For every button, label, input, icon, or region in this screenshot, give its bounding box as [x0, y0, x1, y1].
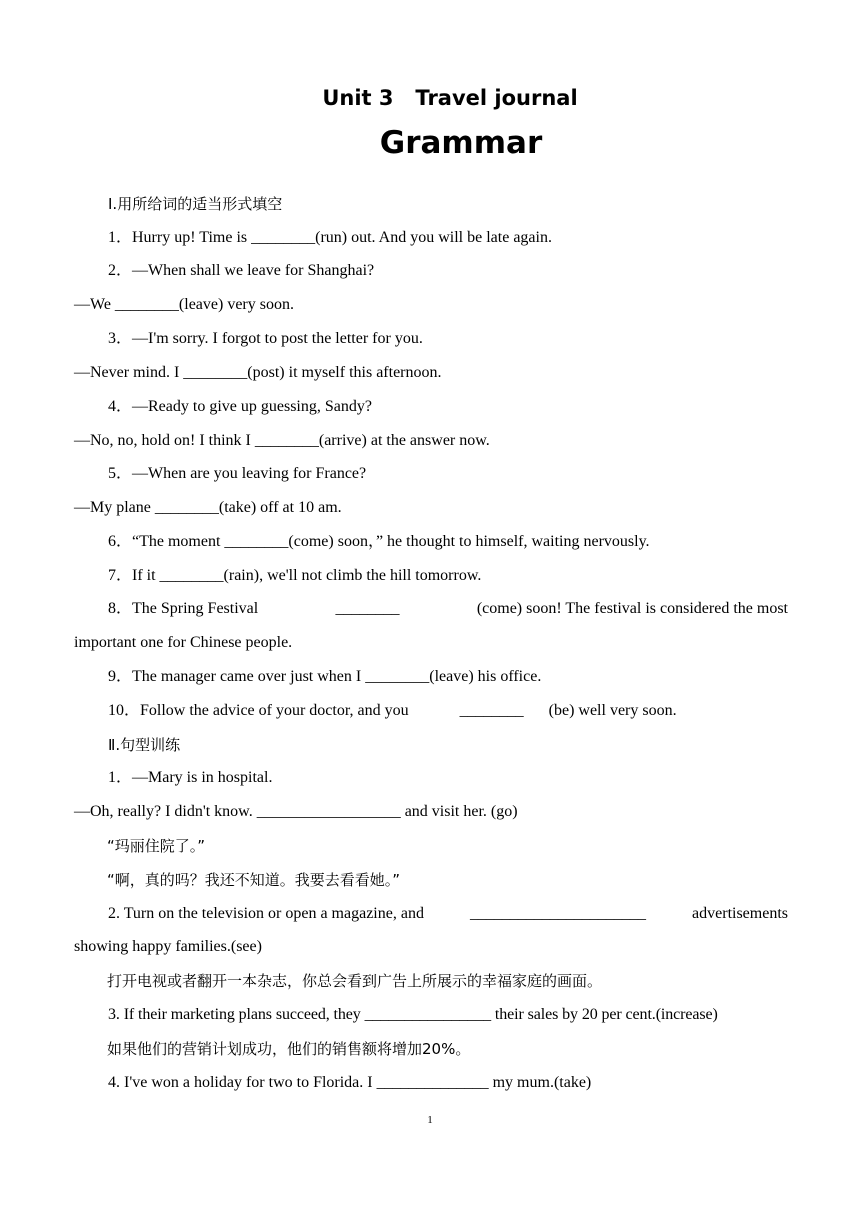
exercise-item-4-question: 4．—Ready to give up guessing, Sandy? — [108, 398, 372, 415]
sentence-item-2-blank: ______________________ — [469, 905, 646, 922]
exercise-item-4-answer: —No, no, hold on! I think I ________(arrive) at the answer now. — [74, 432, 490, 449]
exercise-item-3-question: 3．—I'm sorry. I forgot to post the letter for you. — [108, 330, 423, 347]
page-title: Grammar — [379, 125, 543, 161]
sentence-item-1-question: 1．—Mary is in hospital. — [108, 769, 273, 786]
sentence-item-1-answer: —Oh, really? I didn't know. __________________ and visit her. (go) — [74, 803, 518, 820]
exercise-item-7: 7．If it ________(rain), we'll not climb the hill tomorrow. — [108, 567, 482, 584]
exercise-item-1: 1．Hurry up! Time is ________(run) out. And you will be late again. — [108, 229, 552, 246]
sentence-item-1-translation-1: “玛丽住院了。” — [107, 837, 206, 855]
sentence-item-3: 3. If their marketing plans succeed, they ________________ their sales by 20 per cent.(increase) — [108, 1006, 718, 1023]
exercise-item-8-part-c: (come) soon! The festival is considered the most — [476, 600, 788, 617]
page-number: 1 — [427, 1114, 433, 1126]
sentence-item-3-translation: 如果他们的营销计划成功，他们的销售额将增加20%。 — [107, 1040, 471, 1058]
section-2-heading: Ⅱ.句型训练 — [108, 736, 181, 754]
sentence-item-1-translation-2: “啊，真的吗？我还不知道。我要去看看她。” — [107, 871, 401, 889]
exercise-item-10 — [108, 700, 728, 722]
unit-title: Unit 3 Travel journal — [322, 86, 578, 110]
section-1-heading: Ⅰ.用所给词的适当形式填空 — [108, 195, 283, 213]
sentence-item-2 — [74, 903, 788, 925]
exercise-item-10-part-a: 10．Follow the advice of your doctor, and you — [108, 702, 409, 719]
sentence-item-2-translation: 打开电视或者翻开一本杂志，你总会看到广告上所展示的幸福家庭的画面。 — [107, 972, 603, 990]
exercise-item-8-continuation: important one for Chinese people. — [74, 634, 293, 651]
sentence-item-2-continuation: showing happy families.(see) — [74, 938, 262, 955]
exercise-item-3-answer: —Never mind. I ________(post) it myself this afternoon. — [74, 364, 442, 381]
exercise-item-9: 9．The manager came over just when I ________(leave) his office. — [108, 668, 542, 685]
exercise-item-6: 6．“The moment ________(come) soon，” he thought to himself, waiting nervously. — [108, 533, 650, 550]
exercise-item-5-question: 5．—When are you leaving for France? — [108, 465, 367, 482]
sentence-item-4: 4. I've won a holiday for two to Florida. I ______________ my mum.(take) — [108, 1074, 592, 1091]
exercise-item-2-question: 2．—When shall we leave for Shanghai? — [108, 262, 375, 279]
sentence-item-2-part-a: 2. Turn on the television or open a magazine, and — [108, 905, 424, 922]
exercise-item-8-blank: ________ — [335, 600, 400, 617]
sentence-item-2-part-c: advertisements — [692, 905, 788, 922]
exercise-item-2-answer: —We ________(leave) very soon. — [74, 296, 294, 313]
exercise-item-5-answer: —My plane ________(take) off at 10 am. — [74, 499, 342, 516]
exercise-item-8-part-a: 8．The Spring Festival — [108, 600, 259, 617]
exercise-item-8 — [74, 598, 788, 620]
exercise-item-10-part-c: (be) well very soon. — [548, 702, 677, 719]
exercise-item-10-blank: ________ — [459, 702, 524, 719]
